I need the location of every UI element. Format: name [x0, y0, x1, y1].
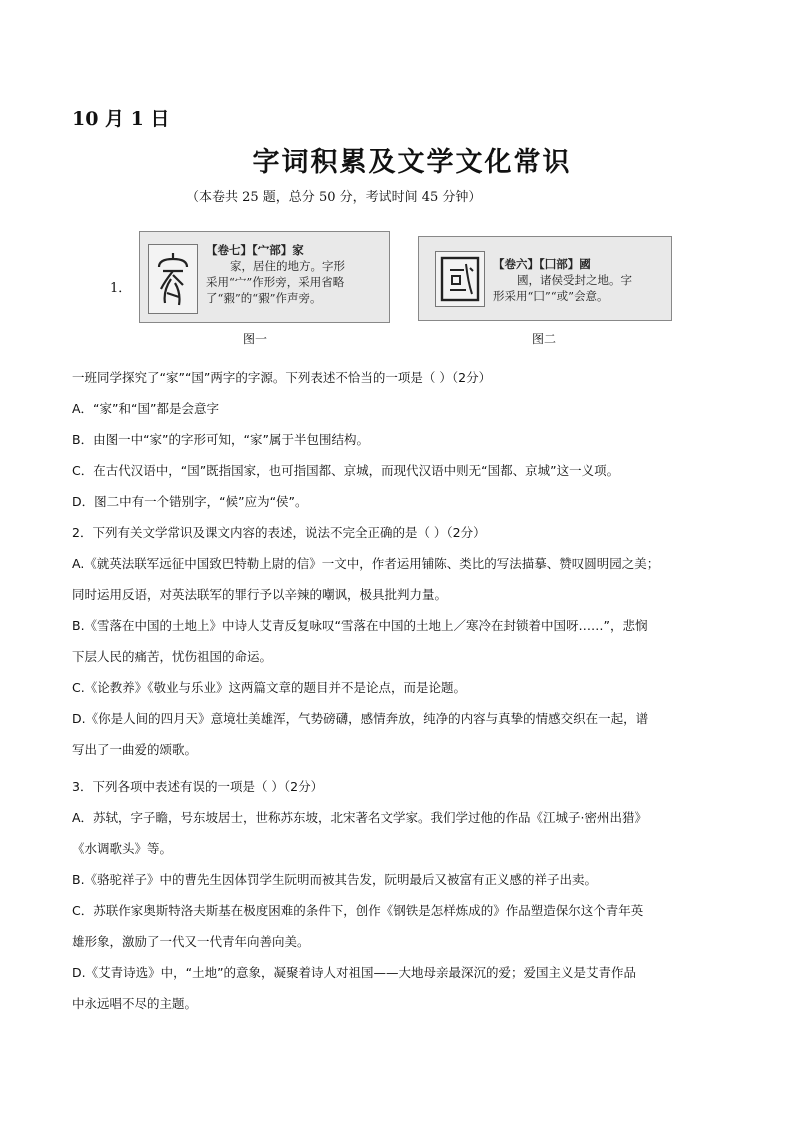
seal-character-guo-image	[435, 251, 485, 307]
question-3	[72, 771, 722, 1019]
question-1-number: 1．	[110, 281, 132, 296]
question-3-line: 中永远唱不尽的主题。	[72, 996, 198, 1011]
seal-character-jia-image	[148, 244, 198, 314]
question-2-line: 同时运用反语，对英法联军的罪行予以辛辣的嘲讽，极具批判力量。	[72, 587, 448, 602]
question-1-option-b: B．由图一中“家”的字形可知，“家”属于半包围结构。	[72, 432, 369, 447]
figure-1-line: 家，居住的地方。字形	[230, 259, 345, 273]
figure-1-text	[206, 242, 386, 306]
date-heading: 10 月 1 日	[72, 108, 170, 130]
question-2-line: 2．下列有关文学常识及课文内容的表述，说法不完全正确的是（ ）（2分）	[72, 525, 486, 540]
question-3-line: B.《骆驼祥子》中的曹先生因体罚学生阮明而被其告发，阮明最后又被富有正义感的祥子出卖。	[72, 872, 598, 887]
question-2-line: 写出了一曲爱的颂歌。	[72, 742, 198, 757]
question-2	[72, 517, 722, 765]
figure-2-caption: 图二	[532, 332, 557, 346]
figure-1-caption: 图一	[243, 332, 268, 346]
question-2-line: D.《你是人间的四月天》意境壮美雄浑，气势磅礴，感情奔放，纯净的内容与真挚的情感交织在一起，谱	[72, 711, 649, 726]
question-3-line: 《水调歌头》等。	[72, 841, 173, 856]
figure-2-text	[493, 256, 669, 304]
exam-info: （本卷共 25 题，总分 50 分，考试时间 45 分钟）	[186, 190, 482, 205]
question-3-line: A．苏轼，字子瞻，号东坡居士，世称苏东坡，北宋著名文学家。我们学过他的作品《江城子·密州出猎》	[72, 810, 648, 825]
figure-1-line: 采用“宀”作形旁，采用省略	[206, 275, 345, 289]
question-3-line: 雄形象，激励了一代又一代青年向善向美。	[72, 934, 310, 949]
seal-guo-icon	[436, 252, 484, 306]
seal-jia-icon	[149, 245, 197, 313]
page-title: 字词积累及文学文化常识	[252, 147, 572, 178]
question-2-line: 下层人民的痛苦，忧伤祖国的命运。	[72, 649, 273, 664]
figure-2-line: 形采用“囗”“或”会意。	[493, 289, 609, 303]
question-1-option-c: C．在古代汉语中，“国”既指国家，也可指国都、京城，而现代汉语中则无“国都、京城”这一义项。	[72, 463, 620, 478]
question-2-line: B.《雪落在中国的土地上》中诗人艾青反复咏叹“雪落在中国的土地上／寒冷在封锁着中国呀……”，悲悯	[72, 618, 648, 633]
question-1-stem: 一班同学探究了“家”“国”两字的字源。下列表述不恰当的一项是（ ）（2分）	[72, 370, 492, 385]
question-1-option-d: D．图二中有一个错别字，“候”应为“侯”。	[72, 494, 308, 509]
figure-2-head: 【卷六】【囗部】國	[493, 257, 591, 271]
figure-2	[418, 236, 672, 321]
question-1-option-a: A．“家”和“国”都是会意字	[72, 401, 219, 416]
figure-2-line: 國，诸侯受封之地。字	[517, 273, 632, 287]
question-2-line: A.《就英法联军远征中国致巴特勒上尉的信》一文中，作者运用铺陈、类比的写法描摹、赞叹圆明园之美；	[72, 556, 660, 571]
question-3-line: C．苏联作家奥斯特洛夫斯基在极度困难的条件下，创作《钢铁是怎样炼成的》作品塑造保尔这个青年英	[72, 903, 644, 918]
question-3-line: D.《艾青诗选》中，“土地”的意象，凝聚着诗人对祖国——大地母亲最深沉的爱；爱国主义是艾青作品	[72, 965, 637, 980]
figure-1-head: 【卷七】【宀部】家	[206, 243, 304, 257]
figure-1-line: 了“豭”的“豭”作声旁。	[206, 291, 322, 305]
figure-1	[139, 231, 390, 323]
question-3-line: 3．下列各项中表述有误的一项是（ ）（2分）	[72, 779, 324, 794]
question-2-line: C.《论教养》《敬业与乐业》这两篇文章的题目并不是论点，而是论题。	[72, 680, 466, 695]
question-1	[72, 362, 722, 517]
